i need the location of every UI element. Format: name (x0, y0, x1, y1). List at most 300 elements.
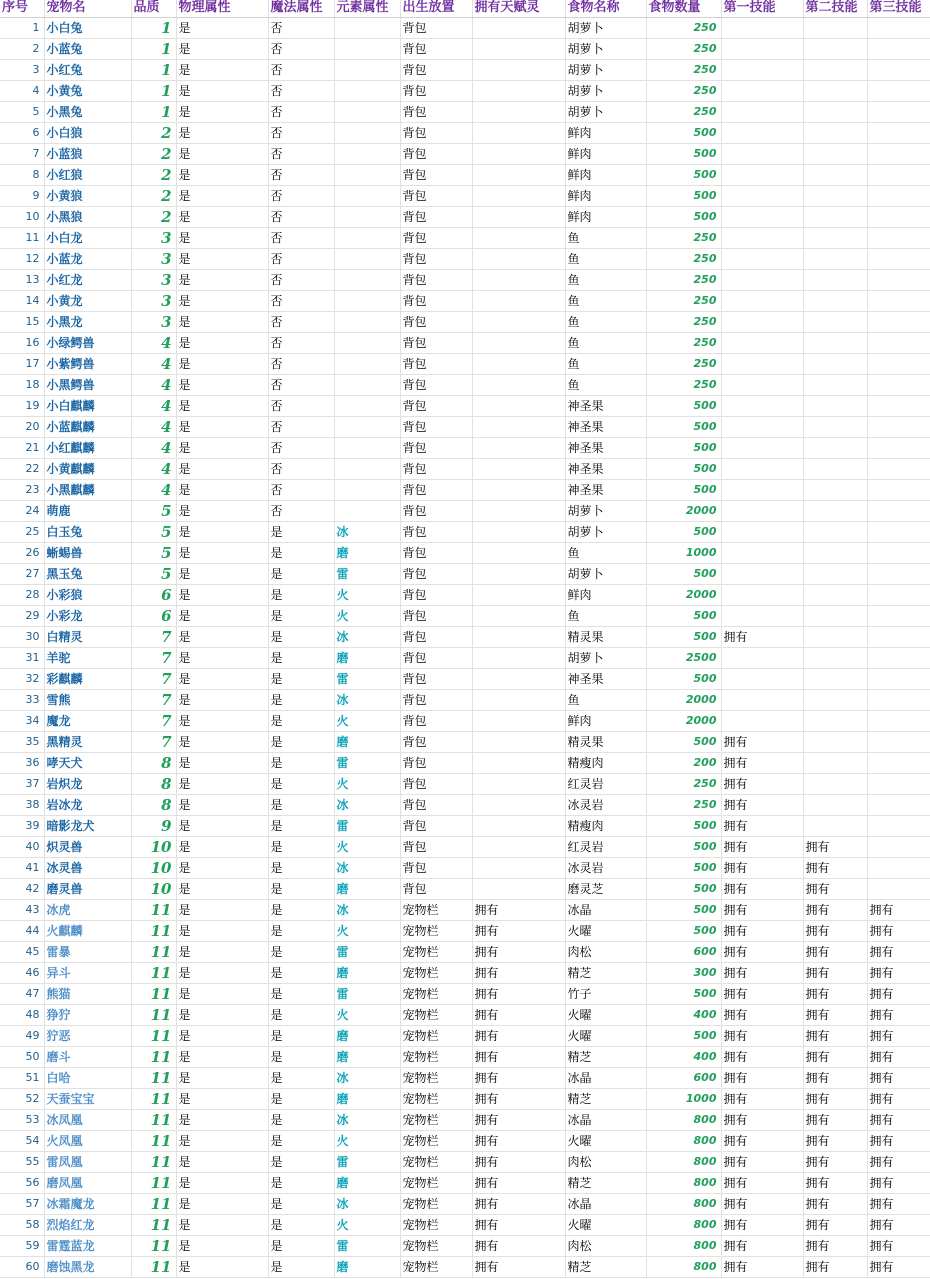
cell-magic[interactable]: 是 (268, 521, 334, 542)
cell-skill-3[interactable] (867, 458, 930, 479)
cell-magic[interactable]: 否 (268, 38, 334, 59)
cell-food-amount[interactable]: 1000 (646, 1088, 721, 1109)
cell-magic[interactable]: 是 (268, 836, 334, 857)
cell-quality[interactable]: 11 (131, 1172, 176, 1193)
cell-seq[interactable]: 30 (0, 626, 44, 647)
cell-skill-3[interactable] (867, 626, 930, 647)
cell-skill-3[interactable]: 拥有 (867, 962, 930, 983)
cell-physical[interactable]: 是 (176, 311, 268, 332)
cell-physical[interactable]: 是 (176, 395, 268, 416)
cell-spawn[interactable]: 背包 (400, 584, 472, 605)
cell-pet-name[interactable]: 白哈 (44, 1067, 131, 1088)
cell-quality[interactable]: 11 (131, 920, 176, 941)
cell-physical[interactable]: 是 (176, 227, 268, 248)
cell-quality[interactable]: 10 (131, 836, 176, 857)
cell-element[interactable]: 磨 (334, 962, 400, 983)
cell-skill-2[interactable]: 拥有 (803, 962, 867, 983)
cell-talent[interactable]: 拥有 (472, 1004, 565, 1025)
cell-spawn[interactable]: 宠物栏 (400, 1193, 472, 1214)
cell-physical[interactable]: 是 (176, 521, 268, 542)
cell-food-amount[interactable]: 800 (646, 1109, 721, 1130)
cell-element[interactable]: 磨 (334, 1256, 400, 1277)
cell-seq[interactable]: 5 (0, 101, 44, 122)
cell-element[interactable]: 冰 (334, 689, 400, 710)
cell-talent[interactable] (472, 605, 565, 626)
cell-skill-3[interactable]: 拥有 (867, 983, 930, 1004)
cell-magic[interactable]: 是 (268, 857, 334, 878)
cell-skill-2[interactable] (803, 374, 867, 395)
cell-spawn[interactable]: 宠物栏 (400, 983, 472, 1004)
cell-seq[interactable]: 38 (0, 794, 44, 815)
cell-food-amount[interactable]: 2000 (646, 689, 721, 710)
cell-skill-2[interactable] (803, 59, 867, 80)
cell-pet-name[interactable]: 雷凤凰 (44, 1151, 131, 1172)
cell-food-name[interactable]: 精芝 (565, 1046, 646, 1067)
cell-spawn[interactable]: 背包 (400, 332, 472, 353)
cell-magic[interactable]: 否 (268, 416, 334, 437)
cell-physical[interactable]: 是 (176, 542, 268, 563)
cell-skill-1[interactable] (721, 458, 803, 479)
cell-physical[interactable]: 是 (176, 878, 268, 899)
header-element[interactable]: 元素属性 (334, 0, 400, 17)
cell-quality[interactable]: 5 (131, 521, 176, 542)
cell-quality[interactable]: 11 (131, 1088, 176, 1109)
cell-skill-1[interactable]: 拥有 (721, 1109, 803, 1130)
cell-quality[interactable]: 4 (131, 332, 176, 353)
cell-quality[interactable]: 11 (131, 1193, 176, 1214)
cell-element[interactable] (334, 101, 400, 122)
cell-element[interactable] (334, 248, 400, 269)
cell-element[interactable] (334, 374, 400, 395)
cell-pet-name[interactable]: 小彩狼 (44, 584, 131, 605)
cell-talent[interactable]: 拥有 (472, 1025, 565, 1046)
cell-quality[interactable]: 4 (131, 437, 176, 458)
cell-physical[interactable]: 是 (176, 479, 268, 500)
cell-food-amount[interactable]: 800 (646, 1151, 721, 1172)
cell-talent[interactable] (472, 38, 565, 59)
cell-food-amount[interactable]: 400 (646, 1004, 721, 1025)
cell-seq[interactable]: 27 (0, 563, 44, 584)
cell-pet-name[interactable]: 冰霜魔龙 (44, 1193, 131, 1214)
cell-skill-2[interactable]: 拥有 (803, 983, 867, 1004)
cell-spawn[interactable]: 宠物栏 (400, 1004, 472, 1025)
cell-seq[interactable]: 6 (0, 122, 44, 143)
cell-quality[interactable]: 4 (131, 374, 176, 395)
cell-skill-1[interactable] (721, 521, 803, 542)
cell-seq[interactable]: 15 (0, 311, 44, 332)
cell-physical[interactable]: 是 (176, 1088, 268, 1109)
cell-skill-2[interactable] (803, 479, 867, 500)
cell-talent[interactable] (472, 563, 565, 584)
cell-skill-3[interactable] (867, 500, 930, 521)
cell-magic[interactable]: 否 (268, 164, 334, 185)
cell-physical[interactable]: 是 (176, 59, 268, 80)
cell-talent[interactable] (472, 332, 565, 353)
cell-food-amount[interactable]: 250 (646, 794, 721, 815)
cell-magic[interactable]: 否 (268, 248, 334, 269)
cell-skill-1[interactable] (721, 38, 803, 59)
cell-food-amount[interactable]: 500 (646, 122, 721, 143)
cell-skill-1[interactable] (721, 269, 803, 290)
cell-physical[interactable]: 是 (176, 122, 268, 143)
cell-skill-2[interactable] (803, 521, 867, 542)
cell-physical[interactable]: 是 (176, 1067, 268, 1088)
cell-quality[interactable]: 4 (131, 353, 176, 374)
cell-food-name[interactable]: 火曜 (565, 1130, 646, 1151)
cell-magic[interactable]: 否 (268, 395, 334, 416)
cell-seq[interactable]: 47 (0, 983, 44, 1004)
header-spawn[interactable]: 出生放置 (400, 0, 472, 17)
cell-skill-3[interactable] (867, 59, 930, 80)
cell-physical[interactable]: 是 (176, 920, 268, 941)
cell-food-name[interactable]: 神圣果 (565, 416, 646, 437)
cell-food-name[interactable]: 竹子 (565, 983, 646, 1004)
cell-element[interactable]: 冰 (334, 899, 400, 920)
cell-food-name[interactable]: 鲜肉 (565, 122, 646, 143)
cell-skill-1[interactable] (721, 227, 803, 248)
cell-food-amount[interactable]: 500 (646, 563, 721, 584)
cell-skill-2[interactable] (803, 710, 867, 731)
cell-magic[interactable]: 否 (268, 122, 334, 143)
cell-element[interactable]: 雷 (334, 752, 400, 773)
cell-food-name[interactable]: 精瘦肉 (565, 752, 646, 773)
cell-quality[interactable]: 11 (131, 1130, 176, 1151)
cell-skill-2[interactable] (803, 332, 867, 353)
cell-physical[interactable]: 是 (176, 584, 268, 605)
cell-food-name[interactable]: 鱼 (565, 542, 646, 563)
cell-skill-3[interactable]: 拥有 (867, 1067, 930, 1088)
cell-quality[interactable]: 5 (131, 542, 176, 563)
cell-element[interactable]: 冰 (334, 1193, 400, 1214)
cell-food-amount[interactable]: 250 (646, 773, 721, 794)
cell-skill-2[interactable] (803, 101, 867, 122)
cell-seq[interactable]: 17 (0, 353, 44, 374)
cell-physical[interactable]: 是 (176, 1235, 268, 1256)
cell-food-name[interactable]: 红灵岩 (565, 773, 646, 794)
cell-spawn[interactable]: 宠物栏 (400, 1046, 472, 1067)
cell-food-amount[interactable]: 250 (646, 80, 721, 101)
cell-seq[interactable]: 55 (0, 1151, 44, 1172)
cell-pet-name[interactable]: 小黑龙 (44, 311, 131, 332)
cell-talent[interactable]: 拥有 (472, 1151, 565, 1172)
cell-magic[interactable]: 否 (268, 269, 334, 290)
cell-food-amount[interactable]: 250 (646, 311, 721, 332)
cell-seq[interactable]: 41 (0, 857, 44, 878)
cell-element[interactable]: 雷 (334, 815, 400, 836)
cell-skill-2[interactable]: 拥有 (803, 1151, 867, 1172)
cell-skill-1[interactable] (721, 563, 803, 584)
cell-skill-2[interactable]: 拥有 (803, 1172, 867, 1193)
cell-skill-3[interactable] (867, 185, 930, 206)
cell-physical[interactable]: 是 (176, 941, 268, 962)
cell-magic[interactable]: 是 (268, 899, 334, 920)
cell-element[interactable]: 火 (334, 1214, 400, 1235)
cell-quality[interactable]: 7 (131, 710, 176, 731)
cell-skill-3[interactable]: 拥有 (867, 941, 930, 962)
header-food-name[interactable]: 食物名称 (565, 0, 646, 17)
cell-pet-name[interactable]: 小白狼 (44, 122, 131, 143)
cell-food-amount[interactable]: 2000 (646, 710, 721, 731)
cell-pet-name[interactable]: 狞恶 (44, 1025, 131, 1046)
cell-spawn[interactable]: 背包 (400, 752, 472, 773)
cell-element[interactable] (334, 17, 400, 38)
cell-element[interactable] (334, 143, 400, 164)
cell-spawn[interactable]: 背包 (400, 731, 472, 752)
cell-spawn[interactable]: 背包 (400, 290, 472, 311)
cell-food-amount[interactable]: 300 (646, 962, 721, 983)
cell-quality[interactable]: 3 (131, 248, 176, 269)
cell-spawn[interactable]: 宠物栏 (400, 1235, 472, 1256)
cell-talent[interactable] (472, 689, 565, 710)
cell-seq[interactable]: 50 (0, 1046, 44, 1067)
cell-food-amount[interactable]: 500 (646, 983, 721, 1004)
cell-skill-2[interactable] (803, 38, 867, 59)
cell-food-name[interactable]: 红灵岩 (565, 836, 646, 857)
cell-food-amount[interactable]: 500 (646, 458, 721, 479)
cell-seq[interactable]: 23 (0, 479, 44, 500)
cell-food-amount[interactable]: 250 (646, 269, 721, 290)
cell-seq[interactable]: 58 (0, 1214, 44, 1235)
cell-magic[interactable]: 是 (268, 920, 334, 941)
cell-pet-name[interactable]: 磨灵兽 (44, 878, 131, 899)
header-physical[interactable]: 物理属性 (176, 0, 268, 17)
cell-seq[interactable]: 60 (0, 1256, 44, 1277)
cell-pet-name[interactable]: 异斗 (44, 962, 131, 983)
cell-food-name[interactable]: 胡萝卜 (565, 17, 646, 38)
cell-magic[interactable]: 是 (268, 584, 334, 605)
cell-skill-1[interactable]: 拥有 (721, 1046, 803, 1067)
cell-skill-3[interactable] (867, 374, 930, 395)
cell-skill-1[interactable] (721, 374, 803, 395)
cell-element[interactable] (334, 185, 400, 206)
cell-skill-1[interactable] (721, 605, 803, 626)
cell-quality[interactable]: 7 (131, 647, 176, 668)
cell-magic[interactable]: 是 (268, 983, 334, 1004)
cell-food-amount[interactable]: 2000 (646, 500, 721, 521)
cell-skill-1[interactable] (721, 311, 803, 332)
cell-spawn[interactable]: 背包 (400, 773, 472, 794)
cell-skill-1[interactable] (721, 500, 803, 521)
cell-skill-2[interactable]: 拥有 (803, 1046, 867, 1067)
cell-food-name[interactable]: 鱼 (565, 269, 646, 290)
cell-element[interactable]: 冰 (334, 521, 400, 542)
cell-magic[interactable]: 否 (268, 353, 334, 374)
cell-pet-name[interactable]: 冰虎 (44, 899, 131, 920)
cell-skill-1[interactable] (721, 668, 803, 689)
cell-quality[interactable]: 1 (131, 59, 176, 80)
cell-talent[interactable] (472, 836, 565, 857)
cell-skill-3[interactable] (867, 143, 930, 164)
cell-spawn[interactable]: 背包 (400, 248, 472, 269)
cell-magic[interactable]: 否 (268, 332, 334, 353)
cell-pet-name[interactable]: 黑精灵 (44, 731, 131, 752)
cell-magic[interactable]: 否 (268, 206, 334, 227)
cell-magic[interactable]: 是 (268, 752, 334, 773)
cell-skill-2[interactable] (803, 290, 867, 311)
cell-magic[interactable]: 否 (268, 17, 334, 38)
cell-food-amount[interactable]: 250 (646, 374, 721, 395)
cell-seq[interactable]: 14 (0, 290, 44, 311)
cell-seq[interactable]: 46 (0, 962, 44, 983)
cell-physical[interactable]: 是 (176, 290, 268, 311)
cell-spawn[interactable]: 宠物栏 (400, 899, 472, 920)
cell-food-amount[interactable]: 500 (646, 731, 721, 752)
cell-magic[interactable]: 是 (268, 647, 334, 668)
cell-skill-3[interactable]: 拥有 (867, 1109, 930, 1130)
cell-magic[interactable]: 是 (268, 773, 334, 794)
cell-skill-2[interactable] (803, 605, 867, 626)
cell-food-amount[interactable]: 500 (646, 185, 721, 206)
cell-spawn[interactable]: 背包 (400, 647, 472, 668)
cell-skill-1[interactable]: 拥有 (721, 878, 803, 899)
cell-spawn[interactable]: 背包 (400, 206, 472, 227)
cell-magic[interactable]: 是 (268, 1256, 334, 1277)
cell-talent[interactable] (472, 311, 565, 332)
cell-skill-1[interactable] (721, 353, 803, 374)
cell-skill-3[interactable] (867, 164, 930, 185)
cell-element[interactable] (334, 395, 400, 416)
cell-skill-1[interactable]: 拥有 (721, 1088, 803, 1109)
cell-skill-2[interactable] (803, 815, 867, 836)
cell-seq[interactable]: 11 (0, 227, 44, 248)
cell-skill-1[interactable] (721, 479, 803, 500)
cell-quality[interactable]: 1 (131, 38, 176, 59)
cell-pet-name[interactable]: 磨凤凰 (44, 1172, 131, 1193)
cell-seq[interactable]: 57 (0, 1193, 44, 1214)
cell-quality[interactable]: 2 (131, 164, 176, 185)
cell-element[interactable]: 火 (334, 1130, 400, 1151)
cell-magic[interactable]: 是 (268, 1004, 334, 1025)
cell-quality[interactable]: 7 (131, 689, 176, 710)
cell-pet-name[interactable]: 黑玉兔 (44, 563, 131, 584)
cell-skill-1[interactable] (721, 647, 803, 668)
cell-food-amount[interactable]: 600 (646, 1067, 721, 1088)
cell-element[interactable]: 磨 (334, 878, 400, 899)
cell-physical[interactable]: 是 (176, 626, 268, 647)
cell-seq[interactable]: 29 (0, 605, 44, 626)
cell-skill-3[interactable] (867, 521, 930, 542)
cell-food-name[interactable]: 火曜 (565, 1025, 646, 1046)
cell-food-name[interactable]: 火曜 (565, 1004, 646, 1025)
cell-seq[interactable]: 32 (0, 668, 44, 689)
cell-food-amount[interactable]: 400 (646, 1046, 721, 1067)
cell-pet-name[interactable]: 雷霆蓝龙 (44, 1235, 131, 1256)
cell-food-amount[interactable]: 800 (646, 1193, 721, 1214)
cell-pet-name[interactable]: 暗影龙犬 (44, 815, 131, 836)
cell-element[interactable] (334, 38, 400, 59)
cell-quality[interactable]: 6 (131, 584, 176, 605)
cell-element[interactable]: 火 (334, 1004, 400, 1025)
cell-skill-1[interactable] (721, 689, 803, 710)
cell-magic[interactable]: 否 (268, 101, 334, 122)
cell-quality[interactable]: 4 (131, 395, 176, 416)
cell-seq[interactable]: 53 (0, 1109, 44, 1130)
cell-food-amount[interactable]: 500 (646, 479, 721, 500)
cell-seq[interactable]: 52 (0, 1088, 44, 1109)
cell-magic[interactable]: 否 (268, 227, 334, 248)
cell-skill-2[interactable] (803, 584, 867, 605)
cell-talent[interactable]: 拥有 (472, 1130, 565, 1151)
cell-spawn[interactable]: 宠物栏 (400, 1067, 472, 1088)
cell-pet-name[interactable]: 岩炽龙 (44, 773, 131, 794)
cell-physical[interactable]: 是 (176, 416, 268, 437)
cell-food-amount[interactable]: 500 (646, 605, 721, 626)
cell-seq[interactable]: 59 (0, 1235, 44, 1256)
cell-skill-3[interactable] (867, 878, 930, 899)
cell-seq[interactable]: 8 (0, 164, 44, 185)
cell-talent[interactable]: 拥有 (472, 1256, 565, 1277)
cell-physical[interactable]: 是 (176, 731, 268, 752)
cell-physical[interactable]: 是 (176, 185, 268, 206)
cell-skill-2[interactable] (803, 164, 867, 185)
cell-seq[interactable]: 34 (0, 710, 44, 731)
cell-spawn[interactable]: 背包 (400, 416, 472, 437)
cell-skill-3[interactable] (867, 416, 930, 437)
cell-spawn[interactable]: 背包 (400, 437, 472, 458)
cell-element[interactable] (334, 164, 400, 185)
cell-skill-1[interactable] (721, 17, 803, 38)
cell-food-name[interactable]: 鲜肉 (565, 185, 646, 206)
cell-pet-name[interactable]: 小紫鳄兽 (44, 353, 131, 374)
cell-skill-3[interactable] (867, 794, 930, 815)
cell-food-name[interactable]: 胡萝卜 (565, 563, 646, 584)
cell-spawn[interactable]: 背包 (400, 542, 472, 563)
cell-magic[interactable]: 是 (268, 1046, 334, 1067)
cell-element[interactable] (334, 227, 400, 248)
cell-skill-1[interactable] (721, 80, 803, 101)
cell-skill-2[interactable]: 拥有 (803, 920, 867, 941)
cell-physical[interactable]: 是 (176, 353, 268, 374)
cell-talent[interactable] (472, 500, 565, 521)
cell-skill-2[interactable]: 拥有 (803, 1088, 867, 1109)
cell-seq[interactable]: 13 (0, 269, 44, 290)
cell-physical[interactable]: 是 (176, 80, 268, 101)
cell-skill-1[interactable] (721, 164, 803, 185)
cell-talent[interactable] (472, 773, 565, 794)
cell-skill-3[interactable] (867, 206, 930, 227)
cell-talent[interactable] (472, 17, 565, 38)
cell-pet-name[interactable]: 小白龙 (44, 227, 131, 248)
cell-talent[interactable] (472, 290, 565, 311)
cell-food-name[interactable]: 肉松 (565, 1235, 646, 1256)
cell-spawn[interactable]: 背包 (400, 164, 472, 185)
cell-magic[interactable]: 是 (268, 794, 334, 815)
cell-pet-name[interactable]: 岩冰龙 (44, 794, 131, 815)
cell-quality[interactable]: 1 (131, 80, 176, 101)
cell-talent[interactable] (472, 710, 565, 731)
cell-pet-name[interactable]: 雷暴 (44, 941, 131, 962)
cell-seq[interactable]: 18 (0, 374, 44, 395)
cell-magic[interactable]: 是 (268, 689, 334, 710)
cell-spawn[interactable]: 背包 (400, 353, 472, 374)
cell-element[interactable]: 雷 (334, 1235, 400, 1256)
cell-pet-name[interactable]: 小黑鳄兽 (44, 374, 131, 395)
cell-quality[interactable]: 7 (131, 626, 176, 647)
cell-seq[interactable]: 33 (0, 689, 44, 710)
cell-quality[interactable]: 8 (131, 773, 176, 794)
cell-skill-3[interactable] (867, 815, 930, 836)
cell-quality[interactable]: 3 (131, 269, 176, 290)
cell-skill-1[interactable]: 拥有 (721, 773, 803, 794)
cell-quality[interactable]: 4 (131, 416, 176, 437)
cell-spawn[interactable]: 背包 (400, 101, 472, 122)
cell-talent[interactable] (472, 626, 565, 647)
cell-magic[interactable]: 否 (268, 479, 334, 500)
cell-skill-1[interactable]: 拥有 (721, 1130, 803, 1151)
cell-talent[interactable] (472, 143, 565, 164)
cell-magic[interactable]: 否 (268, 143, 334, 164)
cell-element[interactable] (334, 437, 400, 458)
